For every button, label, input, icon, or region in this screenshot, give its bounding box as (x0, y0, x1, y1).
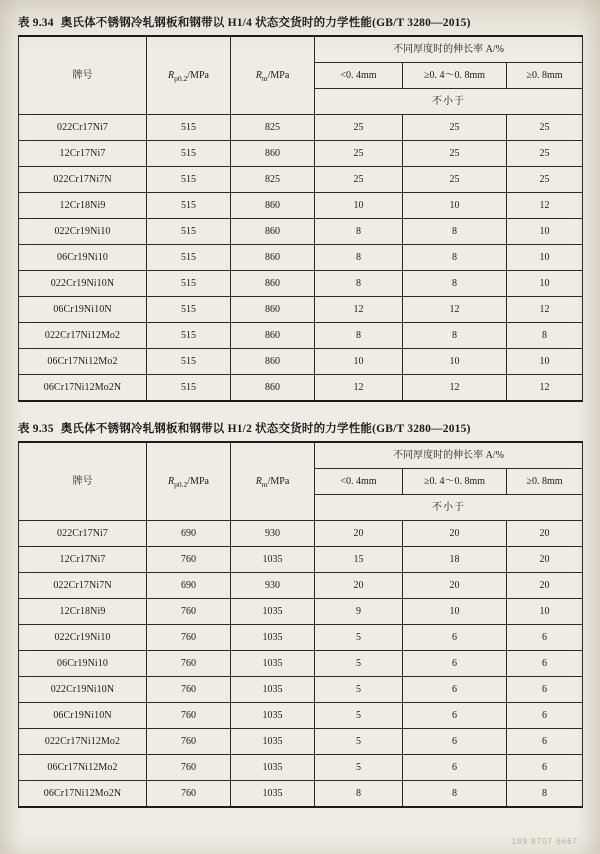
cell-rm: 1035 (231, 599, 315, 625)
cell-a2: 6 (403, 677, 507, 703)
cell-a1: 5 (315, 625, 403, 651)
table-row (19, 521, 583, 547)
cell-rm: 825 (231, 167, 315, 193)
cell-rm: 860 (231, 141, 315, 167)
header-rp-subscript: p0.2 (174, 479, 188, 489)
cell-rp: 760 (147, 729, 231, 755)
cell-rm: 1035 (231, 703, 315, 729)
cell-grade: 06Cr17Ni12Mo2 (19, 349, 147, 375)
cell-grade: 022Cr17Ni7 (19, 115, 147, 141)
table-header-row-1 (19, 442, 583, 469)
cell-grade: 06Cr19Ni10 (19, 651, 147, 677)
table-row (19, 219, 583, 245)
cell-grade: 06Cr19Ni10N (19, 703, 147, 729)
cell-a1: 5 (315, 677, 403, 703)
cell-a3: 10 (507, 219, 583, 245)
header-rm-unit: /MPa (267, 69, 290, 81)
cell-a2: 6 (403, 755, 507, 781)
cell-grade: 12Cr17Ni7 (19, 141, 147, 167)
cell-a3: 10 (507, 245, 583, 271)
cell-rm: 860 (231, 297, 315, 323)
cell-a1: 25 (315, 115, 403, 141)
cell-rp: 760 (147, 547, 231, 573)
table-row (19, 297, 583, 323)
cell-rm: 930 (231, 573, 315, 599)
table-row (19, 323, 583, 349)
cell-grade: 12Cr18Ni9 (19, 193, 147, 219)
table-row (19, 167, 583, 193)
cell-a3: 20 (507, 521, 583, 547)
cell-a2: 25 (403, 141, 507, 167)
cell-rm: 1035 (231, 677, 315, 703)
cell-grade: 022Cr19Ni10 (19, 219, 147, 245)
table-row (19, 141, 583, 167)
cell-a3: 20 (507, 573, 583, 599)
cell-a3: 12 (507, 375, 583, 402)
table-header-row-1 (19, 36, 583, 63)
cell-a3: 20 (507, 547, 583, 573)
header-elongation-group: 不同厚度时的伸长率 A/% (315, 36, 583, 63)
cell-a2: 8 (403, 245, 507, 271)
header-rp-subscript: p0.2 (174, 73, 188, 83)
cell-a3: 25 (507, 167, 583, 193)
cell-a1: 8 (315, 323, 403, 349)
cell-a2: 10 (403, 599, 507, 625)
header-rp02 (147, 36, 231, 115)
cell-rp: 515 (147, 375, 231, 402)
cell-a3: 6 (507, 625, 583, 651)
cell-rp: 760 (147, 755, 231, 781)
cell-rm: 860 (231, 245, 315, 271)
header-rm-symbol: R (255, 69, 262, 81)
cell-a1: 10 (315, 193, 403, 219)
cell-rp: 760 (147, 651, 231, 677)
cell-rp: 515 (147, 323, 231, 349)
cell-grade: 12Cr17Ni7 (19, 547, 147, 573)
table-row (19, 625, 583, 651)
cell-rp: 690 (147, 521, 231, 547)
cell-a3: 8 (507, 781, 583, 808)
cell-rm: 860 (231, 323, 315, 349)
cell-rm: 1035 (231, 651, 315, 677)
cell-a2: 10 (403, 349, 507, 375)
cell-rm: 1035 (231, 729, 315, 755)
cell-a2: 8 (403, 219, 507, 245)
table-caption (18, 14, 582, 30)
cell-grade: 06Cr17Ni12Mo2 (19, 755, 147, 781)
table-row (19, 375, 583, 402)
cell-a3: 10 (507, 271, 583, 297)
cell-rp: 515 (147, 115, 231, 141)
header-rp-symbol: R (168, 69, 175, 81)
table-caption-text: 奥氏体不锈钢冷轧钢板和钢带以 H1/4 状态交货时的力学性能(GB/T 3280—2015) (60, 17, 471, 29)
cell-a1: 8 (315, 781, 403, 808)
mechanical-properties-table-934 (18, 35, 583, 402)
cell-a1: 20 (315, 521, 403, 547)
cell-a1: 12 (315, 297, 403, 323)
cell-rm: 1035 (231, 781, 315, 808)
cell-a1: 5 (315, 729, 403, 755)
header-rm-subscript: m (261, 73, 268, 83)
cell-a2: 6 (403, 625, 507, 651)
cell-a3: 12 (507, 193, 583, 219)
cell-a2: 8 (403, 781, 507, 808)
cell-a1: 20 (315, 573, 403, 599)
cell-rm: 825 (231, 115, 315, 141)
cell-a2: 25 (403, 167, 507, 193)
cell-a3: 25 (507, 115, 583, 141)
cell-rm: 860 (231, 349, 315, 375)
cell-a3: 10 (507, 349, 583, 375)
table-row (19, 703, 583, 729)
cell-a3: 12 (507, 297, 583, 323)
cell-rp: 515 (147, 141, 231, 167)
cell-grade: 022Cr17Ni12Mo2 (19, 729, 147, 755)
cell-a1: 5 (315, 755, 403, 781)
header-rp02 (147, 442, 231, 521)
table-row (19, 349, 583, 375)
cell-rp: 515 (147, 167, 231, 193)
cell-a3: 10 (507, 599, 583, 625)
mechanical-properties-table-935 (18, 441, 583, 808)
cell-grade: 022Cr17Ni12Mo2 (19, 323, 147, 349)
header-thickness-2: ≥0. 4～0. 8mm (403, 63, 507, 89)
cell-a2: 12 (403, 297, 507, 323)
cell-rm: 860 (231, 219, 315, 245)
cell-grade: 022Cr19Ni10N (19, 677, 147, 703)
cell-a3: 6 (507, 677, 583, 703)
table-row (19, 677, 583, 703)
cell-a1: 12 (315, 375, 403, 402)
table-caption-number: 表 9.35 (18, 423, 54, 435)
table-row (19, 193, 583, 219)
cell-a1: 8 (315, 219, 403, 245)
table-caption-text: 奥氏体不锈钢冷轧钢板和钢带以 H1/2 状态交货时的力学性能(GB/T 3280—2015) (60, 423, 471, 435)
cell-rp: 515 (147, 349, 231, 375)
cell-grade: 12Cr18Ni9 (19, 599, 147, 625)
header-rp-unit: /MPa (187, 69, 209, 81)
cell-a2: 6 (403, 729, 507, 755)
table-block-934 (18, 0, 582, 402)
cell-rm: 860 (231, 375, 315, 402)
table-row (19, 115, 583, 141)
header-rp-unit: /MPa (187, 475, 209, 487)
header-rp-symbol: R (168, 475, 175, 487)
page-watermark: 189 8707 6667 (511, 837, 578, 846)
cell-rp: 760 (147, 625, 231, 651)
cell-grade: 022Cr17Ni7N (19, 167, 147, 193)
table-row (19, 781, 583, 808)
cell-a3: 25 (507, 141, 583, 167)
cell-a2: 8 (403, 323, 507, 349)
header-grade: 牌号 (19, 442, 147, 521)
cell-a2: 12 (403, 375, 507, 402)
cell-grade: 06Cr19Ni10 (19, 245, 147, 271)
cell-grade: 06Cr19Ni10N (19, 297, 147, 323)
cell-grade: 022Cr17Ni7N (19, 573, 147, 599)
cell-grade: 022Cr19Ni10 (19, 625, 147, 651)
table-row (19, 573, 583, 599)
header-thickness-2: ≥0. 4～0. 8mm (403, 469, 507, 495)
header-elongation-group: 不同厚度时的伸长率 A/% (315, 442, 583, 469)
header-thickness-3: ≥0. 8mm (507, 469, 583, 495)
table-row (19, 651, 583, 677)
cell-rm: 1035 (231, 625, 315, 651)
cell-rm: 930 (231, 521, 315, 547)
header-rm (231, 442, 315, 521)
cell-a2: 20 (403, 573, 507, 599)
header-rm-symbol: R (255, 475, 262, 487)
header-not-less-than: 不小于 (315, 89, 583, 115)
table-row (19, 599, 583, 625)
cell-grade: 06Cr17Ni12Mo2N (19, 781, 147, 808)
cell-rm: 860 (231, 193, 315, 219)
header-grade: 牌号 (19, 36, 147, 115)
header-rm-unit: /MPa (267, 475, 290, 487)
cell-rm: 860 (231, 271, 315, 297)
table-caption (18, 420, 582, 436)
cell-rp: 515 (147, 271, 231, 297)
cell-a1: 8 (315, 271, 403, 297)
cell-a1: 9 (315, 599, 403, 625)
header-not-less-than: 不小于 (315, 495, 583, 521)
cell-rm: 1035 (231, 547, 315, 573)
cell-rp: 760 (147, 677, 231, 703)
cell-a3: 6 (507, 729, 583, 755)
cell-a2: 8 (403, 271, 507, 297)
cell-grade: 022Cr19Ni10N (19, 271, 147, 297)
cell-rp: 515 (147, 245, 231, 271)
cell-a1: 8 (315, 245, 403, 271)
cell-a1: 25 (315, 167, 403, 193)
cell-rp: 760 (147, 703, 231, 729)
cell-rp: 515 (147, 297, 231, 323)
cell-a3: 6 (507, 755, 583, 781)
cell-grade: 06Cr17Ni12Mo2N (19, 375, 147, 402)
header-thickness-1: <0. 4mm (315, 63, 403, 89)
table-block-935 (18, 402, 582, 808)
cell-rp: 515 (147, 193, 231, 219)
cell-a1: 25 (315, 141, 403, 167)
cell-a2: 18 (403, 547, 507, 573)
table-row (19, 755, 583, 781)
cell-a2: 20 (403, 521, 507, 547)
table-row (19, 271, 583, 297)
cell-rp: 760 (147, 781, 231, 808)
cell-a2: 10 (403, 193, 507, 219)
cell-a1: 5 (315, 651, 403, 677)
header-thickness-1: <0. 4mm (315, 469, 403, 495)
table-row (19, 729, 583, 755)
table-row (19, 547, 583, 573)
cell-a2: 6 (403, 651, 507, 677)
cell-rm: 1035 (231, 755, 315, 781)
cell-a3: 6 (507, 651, 583, 677)
header-rm-subscript: m (261, 479, 268, 489)
header-thickness-3: ≥0. 8mm (507, 63, 583, 89)
cell-grade: 022Cr17Ni7 (19, 521, 147, 547)
cell-a1: 15 (315, 547, 403, 573)
table-row (19, 245, 583, 271)
header-rm (231, 36, 315, 115)
cell-a1: 5 (315, 703, 403, 729)
cell-a3: 8 (507, 323, 583, 349)
cell-rp: 760 (147, 599, 231, 625)
cell-a2: 6 (403, 703, 507, 729)
table-caption-number: 表 9.34 (18, 17, 54, 29)
cell-a1: 10 (315, 349, 403, 375)
cell-rp: 690 (147, 573, 231, 599)
cell-a3: 6 (507, 703, 583, 729)
cell-rp: 515 (147, 219, 231, 245)
cell-a2: 25 (403, 115, 507, 141)
